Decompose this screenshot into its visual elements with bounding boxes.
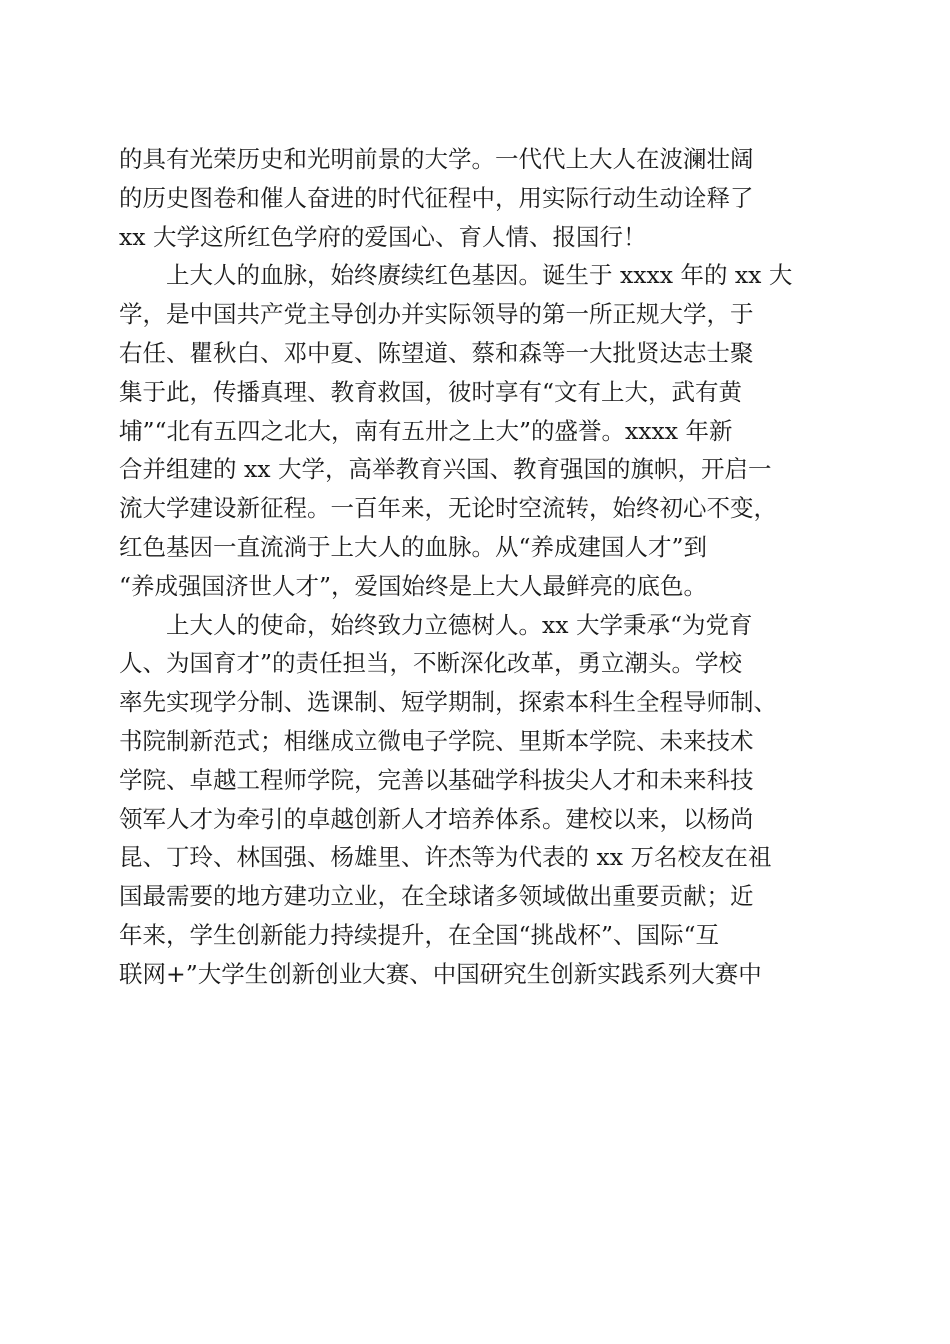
body-text [119,140,839,994]
text-line: 右任、瞿秋白、邓中夏、陈望道、蔡和森等一大批贤达志士聚 [119,338,754,367]
text-line: 书院制新范式；相继成立微电子学院、里斯本学院、未来技术 [119,726,754,755]
text-line: 领军人才为牵引的卓越创新人才培养体系。建校以来，以杨尚 [119,804,754,833]
text-line: 年来，学生创新能力持续提升，在全国“挑战杯”、国际“互 [119,920,720,949]
text-line: 上大人的使命，始终致力立德树人。xx 大学秉承“为党育 [119,610,753,639]
text-line: 上大人的血脉，始终赓续红色基因。诞生于 xxxx 年的 xx 大 [119,261,793,290]
text-line: 的历史图卷和催人奋进的时代征程中，用实际行动生动诠释了 [119,183,754,212]
text-line: 联网+”大学生创新创业大赛、中国研究生创新实践系列大赛中 [119,959,762,988]
text-line: 流大学建设新征程。一百年来，无论时空流转，始终初心不变， [119,494,777,523]
text-line: 国最需要的地方建功立业，在全球诸多领域做出重要贡献；近 [119,882,754,911]
text-line: 埔”“北有五四之北大，南有五卅之上大”的盛誉。xxxx 年新 [119,416,733,445]
text-line: 学院、卓越工程师学院，完善以基础学科拔尖人才和未来科技 [119,765,754,794]
text-line: 的具有光荣历史和光明前景的大学。一代代上大人在波澜壮阔 [119,145,754,173]
text-line: “养成强国济世人才”，爱国始终是上大人最鲜亮的底色。 [119,571,708,600]
text-line: 人、为国育才”的责任担当，不断深化改革，勇立潮头。学校 [119,649,743,678]
text-line: 合并组建的 xx 大学，高举教育兴国、教育强国的旗帜，开启一 [119,455,772,484]
text-line: 集于此，传播真理、教育救国，彼时享有“文有上大，武有黄 [119,377,743,406]
text-line: 红色基因一直流淌于上大人的血脉。从“养成建国人才”到 [119,532,708,561]
text-line: xx 大学这所红色学府的爱国心、育人情、报国行！ [119,222,647,251]
text-line: 昆、丁玲、林国强、杨雄里、许杰等为代表的 xx 万名校友在祖 [119,843,772,872]
text-line: 率先实现学分制、选课制、短学期制，探索本科生全程导师制、 [119,688,777,717]
text-line: 学，是中国共产党主导创办并实际领导的第一所正规大学，于 [119,300,754,329]
